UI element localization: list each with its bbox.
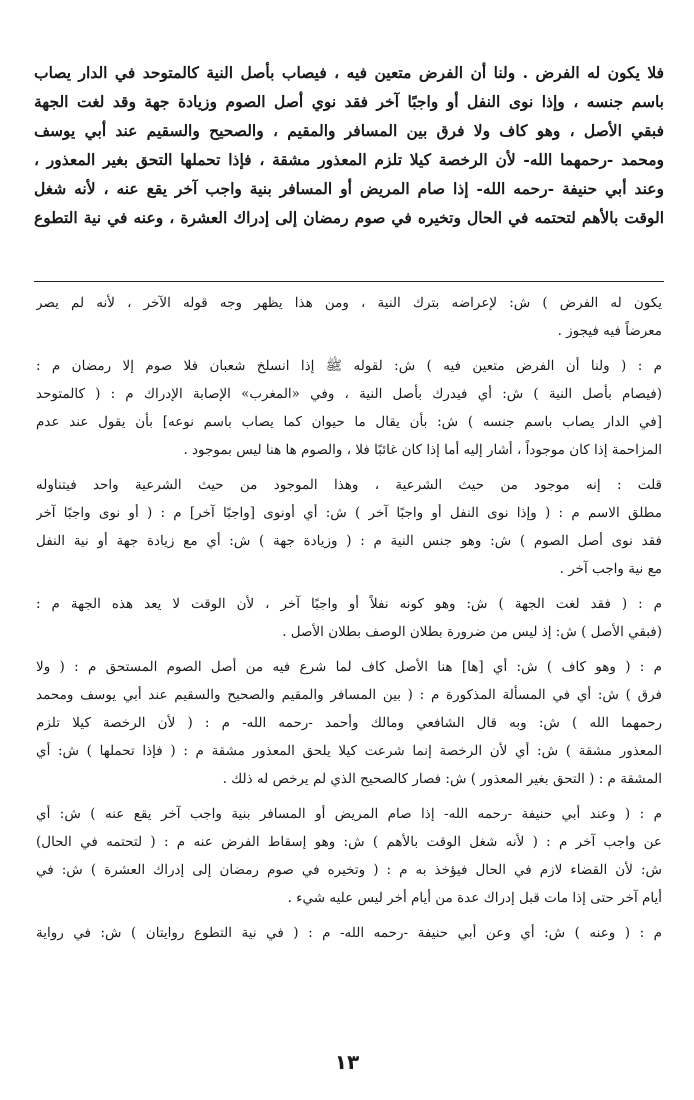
commentary-line: مع نية واجب آخر . [559, 561, 662, 577]
commentary-paragraph [36, 289, 662, 345]
main-text-line: الوقت بالأهم لتحتمه في الحال وتخيره في صوم رمضان إلى إدراك العشرة ، وعنه في نية التطوع [34, 208, 664, 227]
commentary-line: المعذور مشقة ) ش: أي لأن الرخصة إنما شرعت كيلا يلحق المعذور مشقة م : ( فإذا تحملها ) ش: أي [36, 743, 662, 759]
commentary-line: أيام آخر حتى إذا مات قبل إدراك عدة من أيام أخر ليس عليه شيء . [287, 890, 662, 906]
commentary-paragraph [36, 590, 662, 646]
main-text-block [34, 58, 664, 232]
commentary-line: (فيصام بأصل النية ) ش: أي فيدرك بأصل النية ، وفي «المغرب» الإصابة الإدراك م : ( كالمتوحد [36, 386, 662, 402]
commentary-paragraph [36, 653, 662, 793]
commentary-line: م : ( ولنا أن الفرض متعين فيه ) ش: لقوله ﷺ إذا انسلخ شعبان فلا صوم إلا رمضان م : [36, 358, 662, 374]
commentary-line: م : ( وعند أبي حنيفة -رحمه الله- إذا صام المريض أو المسافر بنية واجب آخر يقع عنه ) ش: أي [36, 806, 662, 822]
commentary-line: المزاحمة إذا كان موجوداً ، أشار إليه أما إذا كان غائبًا فلا ، والصوم ها هنا ليس بموجود . [183, 442, 662, 458]
commentary-line: عن واجب آخر م : ( لأنه شغل الوقت بالأهم ) ش: وهو إسقاط الفرض عنه م : ( لتحتمه في الحال) [36, 834, 662, 850]
commentary-line: [في الدار يصاب باسم جنسه ) ش: بأن يقال ما حيوان كما يصاب باسم نوعه] بأن يقول عند عدم [36, 414, 662, 430]
commentary-paragraph [36, 919, 662, 947]
commentary-paragraph [36, 800, 662, 912]
commentary-line: (فبقي الأصل ) ش: إذ ليس من ضرورة بطلان الوصف بطلان الأصل . [282, 624, 662, 640]
commentary-line: م : ( فقد لغت الجهة ) ش: وهو كونه نفلاً أو واجبًا آخر ، لأن الوقت لا يعد هذه الجهة م : [36, 596, 662, 612]
main-text-line: وعند أبي حنيفة -رحمه الله- إذا صام المريض أو المسافر بنية واجب آخر يقع عنه ، لأنه شغل [34, 179, 664, 198]
commentary-line: فرق ) ش: أي في المسألة المذكورة م : ( بين المسافر والمقيم والصحيح والسقيم عند أبي يوسف ومحمد [36, 687, 662, 703]
separator-rule [34, 281, 664, 282]
commentary-line: ش: لأن القضاء لازم في الحال فيؤخذ به م : ( وتخيره في صوم رمضان إلى إدراك العشرة ) ش: في [36, 862, 662, 878]
commentary-paragraph [36, 352, 662, 464]
commentary-line: قلت : إنه موجود من حيث الشرعية ، وهذا الموجود من حيث الشرعية واحد فيتناوله [36, 477, 662, 493]
commentary-line: معرضاً فيه فيجوز . [557, 323, 662, 339]
main-text-line: ومحمد -رحمهما الله- لأن الرخصة كيلا تلزم المعذور مشقة ، فإذا تحملها التحق بغير المعذور ، [34, 150, 664, 169]
commentary-line: م : ( وهو كاف ) ش: أي [ها] هنا الأصل كاف لما شرع فيه من أصل الصوم المستحق م : ( ولا [36, 659, 662, 675]
commentary-block [36, 289, 662, 954]
commentary-line: م : ( وعنه ) ش: أي وعن أبي حنيفة -رحمه الله- م : ( في نية التطوع روايتان ) ش: في رواية [36, 925, 662, 941]
page-number: ١٣ [334, 1050, 360, 1074]
commentary-line: المشقة م : ( التحق بغير المعذور ) ش: فصار كالصحيح الذي لم يرخص له ذلك . [222, 771, 662, 787]
main-text-line: باسم جنسه ، وإذا نوى النفل أو واجبًا آخر فقد نوي أصل الصوم وزيادة جهة وقد لغت الجهة [34, 92, 664, 111]
commentary-paragraph [36, 471, 662, 583]
main-text-line: فلا يكون له الفرض . ولنا أن الفرض متعين فيه ، فيصاب بأصل النية كالمتوحد في الدار يصاب [34, 63, 664, 82]
main-text-line: فبقي الأصل ، وهو كاف ولا فرق بين المسافر والمقيم ، والصحيح والسقيم عند أبي يوسف [34, 121, 664, 140]
commentary-line: رحمهما الله ) ش: وبه قال الشافعي ومالك وأحمد -رحمه الله- م : ( لأن الرخصة كيلا تلزم [36, 715, 662, 731]
commentary-line: مطلق الاسم م : ( وإذا نوى النفل أو واجبًا آخر ) ش: أي أونوى [واجبًا آخر] م : ( أو نوى واجبًا آخر [36, 505, 662, 521]
commentary-line: فقد نوى أصل الصوم ) ش: وهو جنس النية م : ( وزيادة جهة ) ش: أي مع زيادة جهة أو نية النفل [36, 533, 662, 549]
commentary-line: يكون له الفرض ) ش: لإعراضه بترك النية ، ومن هذا يظهر وجه قوله الآخر ، لأنه لم يصر [36, 295, 662, 311]
